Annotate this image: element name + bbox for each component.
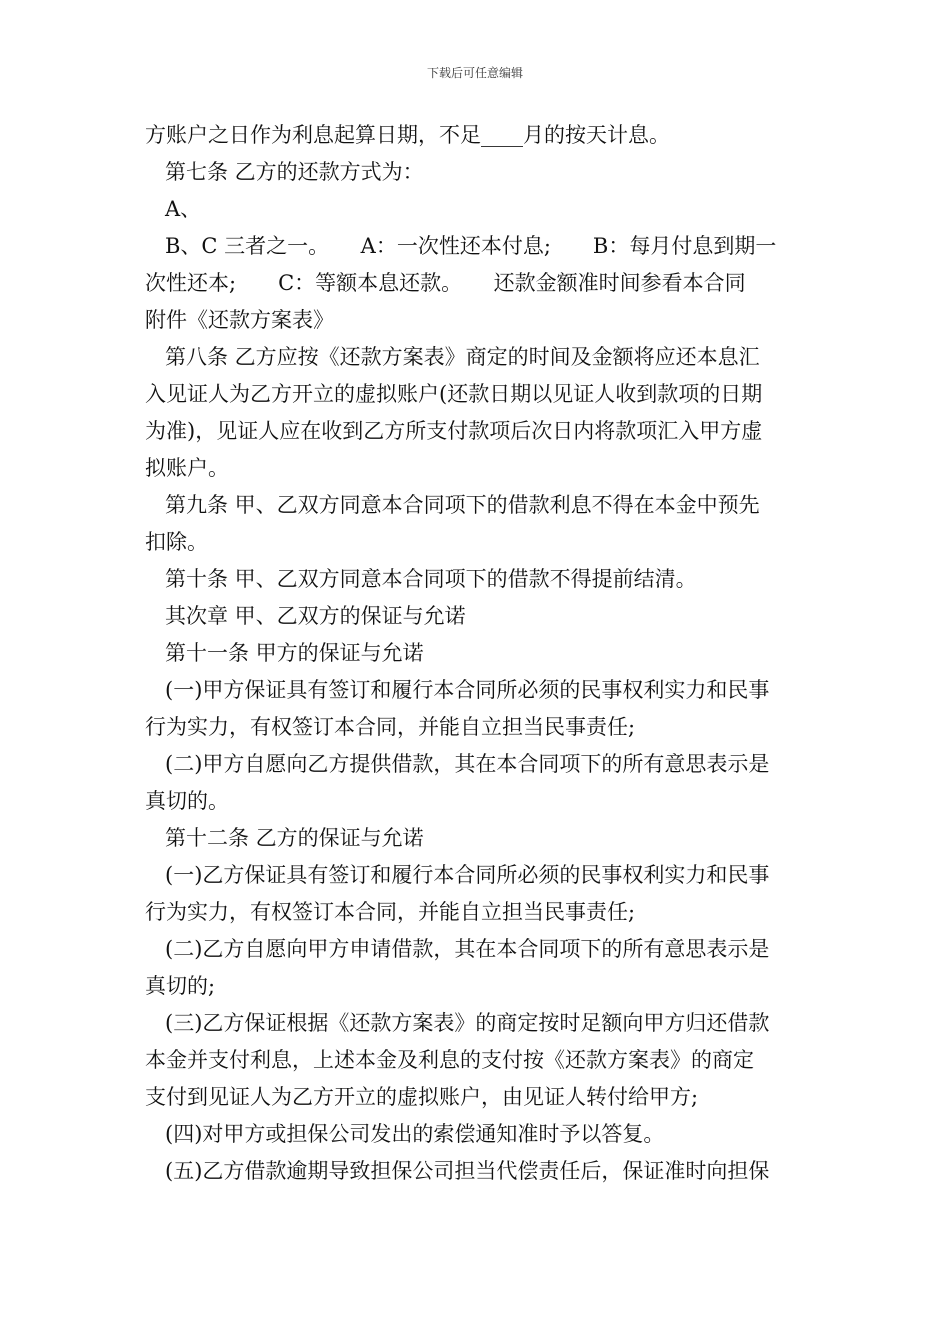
text-line: (二)甲方自愿向乙方提供借款，其在本合同项下的所有意思表示是 <box>165 752 770 776</box>
text-line: 第十二条 乙方的保证与允诺 <box>165 826 424 850</box>
text-line: 方账户之日作为利息起算日期，不足____月的按天计息。 <box>145 123 670 147</box>
text-line: 第十条 甲、乙双方同意本合同项下的借款不得提前结清。 <box>165 567 697 591</box>
text-line: 附件《还款方案表》 <box>145 308 334 332</box>
text-line: 入见证人为乙方开立的虚拟账户(还款日期以见证人收到款项的日期 <box>145 382 763 406</box>
text-line: 支付到见证人为乙方开立的虚拟账户，由见证人转付给甲方; <box>145 1085 699 1109</box>
text-line: 行为实力，有权签订本合同，并能自立担当民事责任; <box>145 715 636 739</box>
text-line: (五)乙方借款逾期导致担保公司担当代偿责任后，保证准时向担保 <box>165 1159 770 1183</box>
text-line: 其次章 甲、乙双方的保证与允诺 <box>165 604 466 628</box>
text-line: 第八条 乙方应按《还款方案表》商定的时间及金额将应还本息汇 <box>165 345 760 369</box>
text-line: (一)乙方保证具有签订和履行本合同所必须的民事权利实力和民事 <box>165 863 770 887</box>
text-line: A、 <box>165 197 202 221</box>
text-line: 拟账户。 <box>145 456 229 480</box>
text-line: 真切的。 <box>145 789 229 813</box>
text-line: (二)乙方自愿向甲方申请借款，其在本合同项下的所有意思表示是 <box>165 937 770 961</box>
text-line: (三)乙方保证根据《还款方案表》的商定按时足额向甲方归还借款 <box>165 1011 770 1035</box>
text-line: 本金并支付利息，上述本金及利息的支付按《还款方案表》的商定 <box>145 1048 754 1072</box>
page-header: 下载后可任意编辑 <box>426 66 523 80</box>
text-line: 第九条 甲、乙双方同意本合同项下的借款利息不得在本金中预先 <box>165 493 760 517</box>
text-line: 行为实力，有权签订本合同，并能自立担当民事责任; <box>145 900 636 924</box>
text-line: (四)对甲方或担保公司发出的索偿通知准时予以答复。 <box>165 1122 665 1146</box>
document-body <box>145 117 810 1190</box>
text-line: (一)甲方保证具有签订和履行本合同所必须的民事权利实力和民事 <box>165 678 770 702</box>
text-line: 次性还本; C：等额本息还款。 还款金额准时间参看本合同 <box>145 271 746 295</box>
text-line: B、C 三者之一。 A：一次性还本付息; B：每月付息到期一 <box>165 234 777 258</box>
text-line: 真切的; <box>145 974 216 998</box>
text-line: 第七条 乙方的还款方式为： <box>165 160 424 184</box>
text-line: 为准)，见证人应在收到乙方所支付款项后次日内将款项汇入甲方虚 <box>145 419 763 443</box>
text-line: 扣除。 <box>145 530 208 554</box>
text-line: 第十一条 甲方的保证与允诺 <box>165 641 424 665</box>
